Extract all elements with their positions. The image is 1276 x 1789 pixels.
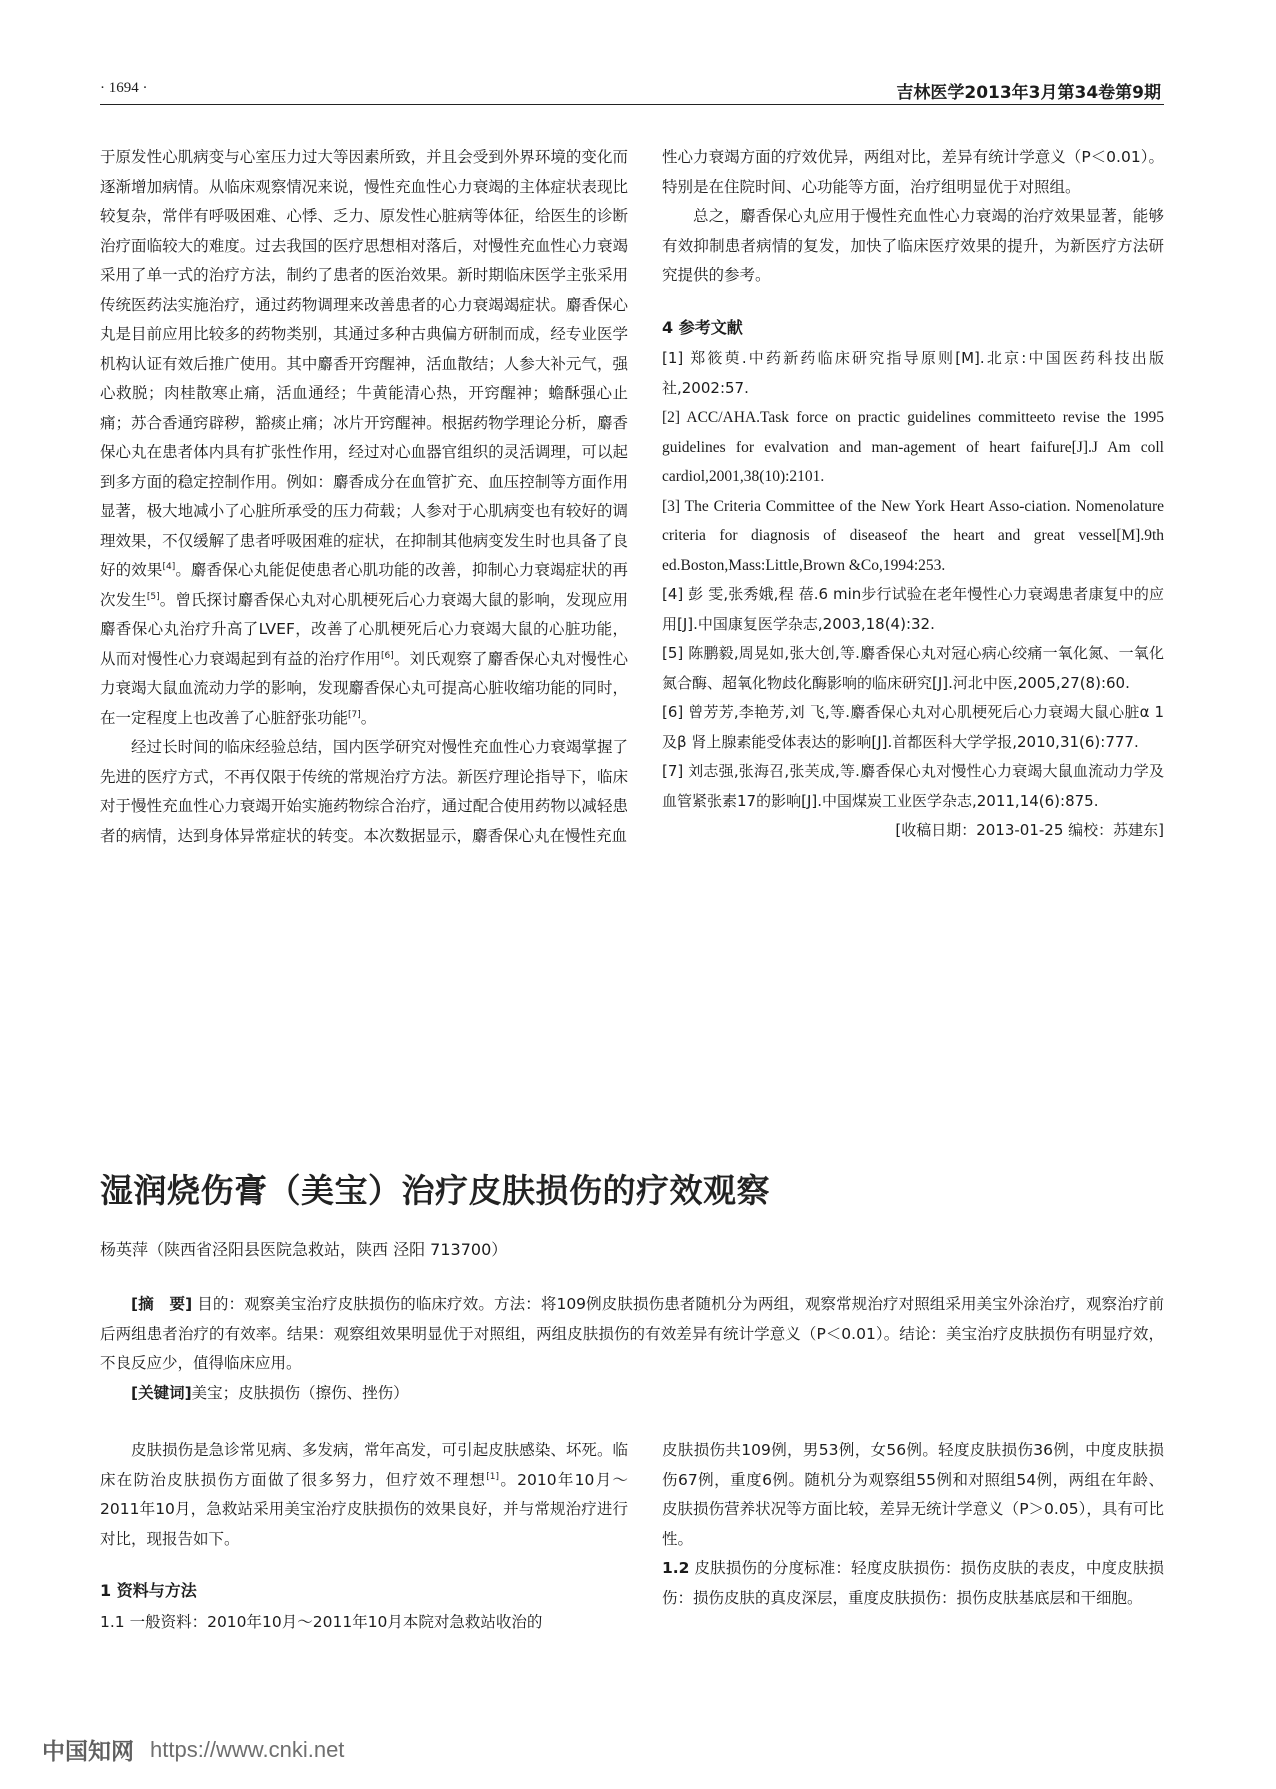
citation-ref: [7]: [348, 709, 361, 720]
reference-item: [3] The Criteria Committee of the New York Heart Asso-ciation. Nomenolature criteria for diagnosis of diseaseof the heart and great vessel[M].9th ed.Boston,Mass:Little,Brown &Co,1994:253.: [662, 497, 1164, 574]
cnki-watermark: [42, 1733, 344, 1766]
reference-item: [4] 彭 雯,张秀娥,程 蓓.6 min步行试验在老年慢性心力衰竭患者康复中的应用[J].中国康复医学杂志,2003,18(4):32.: [662, 585, 1164, 633]
para-segment: 。曾氏探讨麝香保心丸对心肌梗死后心力衰竭大鼠的影响，发现应用麝香保心丸治疗升高了LVEF，改善了心肌梗死后心力衰竭大鼠的心脏功能，从而对慢性心力衰竭起到有益的治疗作用: [100, 590, 628, 668]
section-1-2: [662, 1554, 1164, 1613]
section-1-1: 1.1 一般资料：2010年10月～2011年10月本院对急救站收治的: [100, 1612, 543, 1631]
section-1-2-text: 皮肤损伤的分度标准：轻度皮肤损伤：损伤皮肤的表皮，中度皮肤损伤：损伤皮肤的真皮深层，重度皮肤损伤：损伤皮肤基底层和干细胞。: [662, 1559, 1164, 1607]
prev-article-conclusion: 总之，麝香保心丸应用于慢性充血性心力衰竭的治疗效果显著，能够有效抑制患者病情的复发，加快了临床医疗效果的提升，为新医疗方法研究提供的参考。: [662, 207, 1164, 284]
references-heading: 4 参考文献: [662, 317, 743, 337]
prev-article-paragraph-2: 经过长时间的临床经验总结，国内医学研究对慢性充血性心力衰竭掌握了先进的医疗方式，不再仅限于传统的常规治疗方法。新医疗理论指导下，临床对于慢性充血性心力衰竭开始实施药物综合治疗，通过配合使用药物以减轻患者的病情，达到身体异常症状的转变。本次数据显示，麝香保心丸在慢性充血: [100, 738, 628, 845]
abstract-block: [100, 1290, 1164, 1408]
intro-text: 皮肤损伤是急诊常见病、多发病，常年高发，可引起皮肤感染、坏死。临床在防治皮肤损伤方面做了很多努力，但疗效不理想: [100, 1441, 628, 1489]
section-1-2-number: 1.2: [662, 1559, 690, 1577]
article-author: 杨英萍（陕西省泾阳县医院急救站，陕西 泾阳 713700）: [100, 1240, 508, 1259]
reference-item: [2] ACC/AHA.Task force on practic guidelines committeeto revise the 1995 guidelines for evalvation and man-agement of heart faifure[J].J Am coll cardiol,2001,38(10):2101.: [662, 409, 1164, 485]
citation-ref: [4]: [162, 561, 176, 572]
para-segment: 。: [360, 708, 377, 727]
page-number: · 1694 ·: [100, 80, 148, 96]
prev-article-paragraph-1: [100, 143, 628, 733]
header-rule: [100, 104, 1164, 105]
article-title: 湿润烧伤膏（美宝）治疗皮肤损伤的疗效观察: [100, 1171, 770, 1210]
reference-item: [1] 郑筱萸.中药新药临床研究指导原则[M].北京:中国医药科技出版社,2002:57.: [662, 349, 1164, 397]
journal-header: 吉林医学2013年3月第34卷第9期: [896, 83, 1161, 103]
received-date: [收稿日期：2013-01-25 编校：苏建东]: [895, 821, 1164, 839]
abstract-text: 目的：观察美宝治疗皮肤损伤的临床疗效。方法：将109例皮肤损伤患者随机分为两组，观察常规治疗对照组采用美宝外涂治疗，观察治疗前后两组患者治疗的有效率。结果：观察组效果明显优于对照组，两组皮肤损伤的有效差异有统计学意义（P＜0.01）。结论：美宝治疗皮肤损伤有明显疗效，不良反应少，值得临床应用。: [100, 1295, 1164, 1372]
section-1-heading: 1 资料与方法: [100, 1581, 197, 1600]
prev-article-right-column: [662, 143, 1164, 846]
citation-ref: [6]: [381, 650, 394, 661]
prev-article-right-paragraph-1: 性心力衰竭方面的疗效优异，两组对比，差异有统计学意义（P＜0.01）。特别是在住院时间、心功能等方面，治疗组明显优于对照组。: [662, 148, 1164, 196]
abstract: [100, 1290, 1164, 1379]
article-left-column: [100, 1436, 628, 1637]
citation-ref: [5]: [146, 591, 160, 602]
prev-article-left-column: [100, 143, 628, 851]
article-right-paragraph-1: 皮肤损伤共109例，男53例，女56例。轻度皮肤损伤36例，中度皮肤损伤67例，重度6例。随机分为观察组55例和对照组54例，两组在年龄、皮肤损伤营养状况等方面比较，差异无统计学意义（P＞0.05），具有可比性。: [662, 1441, 1164, 1548]
para-segment: 于原发性心肌病变与心室压力过大等因素所致，并且会受到外界环境的变化而逐渐增加病情。从临床观察情况来说，慢性充血性心力衰竭的主体症状表现比较复杂，常伴有呼吸困难、心悸、乏力、原发性心脏病等体征，给医生的诊断治疗面临较大的难度。过去我国的医疗思想相对落后，对慢性充血性心力衰竭采用了单一式的治疗方法，制约了患者的医治效果。新时期临床医学主张采用传统医药法实施治疗，通过药物调理来改善患者的心力衰竭竭症状。麝香保心丸是目前应用比较多的药物类别，其通过多种古典偏方研制而成，经专业医学机构认证有效后推广使用。其中麝香开窍醒神，活血散结；人参大补元气，强心救脱；肉桂散寒止痛，活血通经；牛黄能清心热，开窍醒神；蟾酥强心止痛；苏合香通窍辟秽，豁痰止痛；冰片开窍醒神。根据药物学理论分析，麝香保心丸在患者体内具有扩张性作用，经过对心血器官组织的灵活调理，可以起到多方面的稳定控制作用。例如：麝香成分在血管扩充、血压控制等方面作用显著，极大地减小了心脏所承受的压力荷载；人参对于心肌病变也有较好的调理效果，不仅缓解了患者呼吸困难的症状，在抑制其他病变发生时也具备了良好的效果: [100, 148, 628, 579]
cnki-url[interactable]: https://www.cnki.net: [150, 1736, 345, 1762]
article-intro: [100, 1436, 628, 1554]
cnki-logo: 中国知网: [42, 1739, 134, 1765]
keywords: [100, 1379, 1164, 1409]
article-right-column: [662, 1436, 1164, 1613]
keywords-text: 美宝；皮肤损伤（擦伤、挫伤）: [191, 1383, 409, 1402]
citation-ref: [1]: [486, 1471, 500, 1482]
reference-item: [7] 刘志强,张海召,张芙成,等.麝香保心丸对慢性心力衰竭大鼠血流动力学及血管紧张素17的影响[J].中国煤炭工业医学杂志,2011,14(6):875.: [662, 762, 1164, 810]
para-segment: 。刘氏观察了麝香保心丸对慢性心力衰竭大鼠血流动力学的影响，发现麝香保心丸可提高心脏收缩功能的同时，在一定程度上也改善了心脏舒张功能: [100, 649, 628, 727]
keywords-label: [关键词]: [131, 1383, 192, 1402]
abstract-label: [摘 要]: [131, 1295, 193, 1313]
para-segment: 。麝香保心丸能促使患者心肌功能的改善，抑制心力衰竭症状的再次发生: [100, 561, 628, 609]
reference-item: [6] 曾芳芳,李艳芳,刘 飞,等.麝香保心丸对心肌梗死后心力衰竭大鼠心脏α 1及β 肾上腺素能受体表达的影响[J].首都医科大学学报,2010,31(6):777.: [662, 703, 1164, 751]
intro-text-rest: 。2010年10月～2011年10月，急救站采用美宝治疗皮肤损伤的效果良好，并与常规治疗进行对比，现报告如下。: [100, 1470, 628, 1548]
reference-item: [5] 陈鹏毅,周晃如,张大创,等.麝香保心丸对冠心病心绞痛一氧化氮、一氧化氮合酶、超氧化物歧化酶影响的临床研究[J].河北中医,2005,27(8):60.: [662, 644, 1164, 692]
